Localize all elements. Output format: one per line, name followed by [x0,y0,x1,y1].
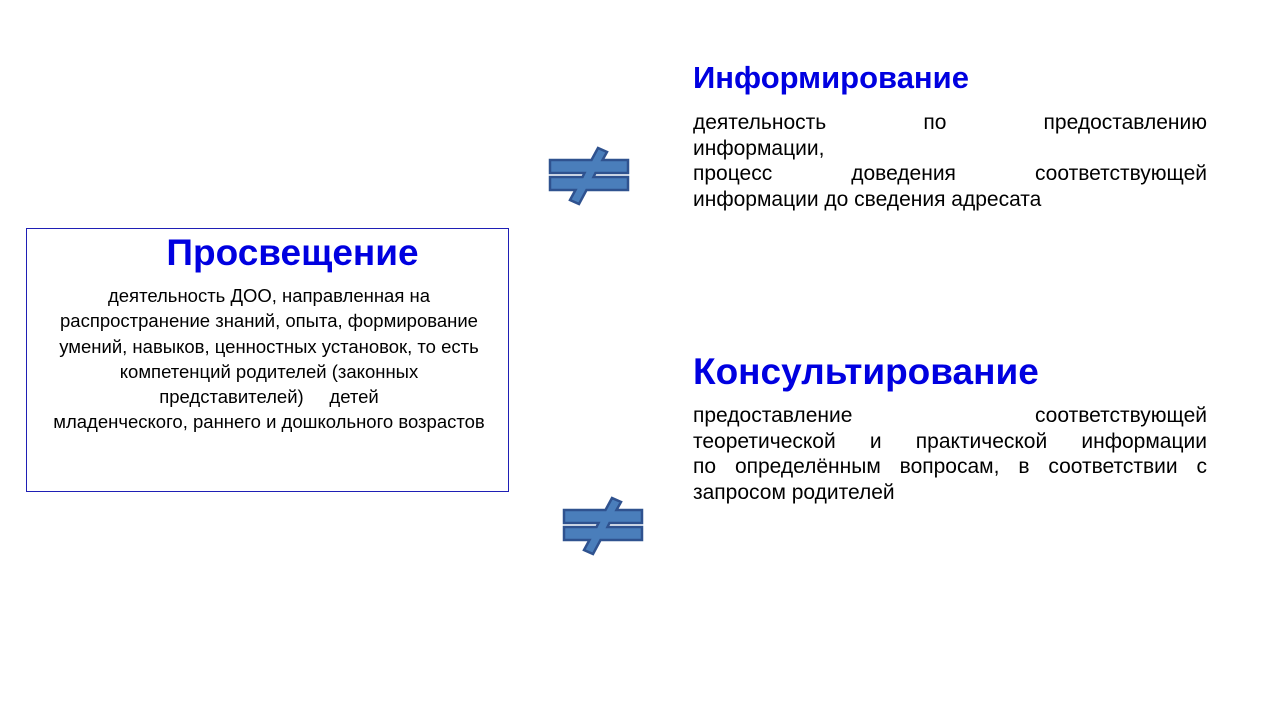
consulting-title: Консультирование [693,351,1039,392]
informing-line-4: информации до сведения адресата [693,187,1042,211]
not-equal-icon [547,145,631,213]
education-description-line: компетенций родителей (законных [119,360,419,382]
word: доведения [851,162,956,185]
word: в [1018,455,1030,478]
consulting-line-4: запросом родителей [693,480,895,504]
education-description-line: распространение знаний, опыта, формирование [60,310,478,332]
word: определённым [734,455,881,478]
word: процесс [693,162,773,185]
word: и [869,429,882,453]
education-description-line: младенческого, раннего и дошкольного возрастов [53,411,485,433]
word: с [1196,455,1207,478]
informing-description [693,110,1207,212]
informing-line-3 [693,161,1207,187]
word: информации [1081,429,1207,453]
word: практической [915,429,1048,453]
not-equal-shape [564,498,642,554]
informing-line-2: информации, [693,136,825,160]
consulting-line-1 [693,403,1207,429]
word: вопросам, [899,455,1000,478]
informing-title: Информирование [693,60,969,95]
informing-line-1 [693,110,1207,136]
word: по [693,455,717,478]
not-equal-shape [550,148,628,204]
word: предоставление [693,404,853,427]
consulting-description [693,403,1207,505]
education-description-line: деятельность ДОО, направленная на [107,285,431,306]
word: теоретической [693,429,836,453]
consulting-line-3 [693,454,1207,480]
education-title: Просвещение [166,232,419,273]
not-equal-icon [561,495,645,563]
education-definition-box [26,228,509,492]
word: по [923,111,947,134]
word: предоставлению [1043,111,1207,134]
word: деятельность [693,111,827,134]
word: соответствии [1048,455,1178,478]
word: соответствующей [1034,162,1207,185]
education-description [29,283,509,435]
consulting-line-2 [693,429,1207,455]
education-description-line: представителей) детей [159,386,379,408]
education-description-line: умений, навыков, ценностных установок, то есть [59,335,479,357]
word: соответствующей [1034,404,1207,427]
